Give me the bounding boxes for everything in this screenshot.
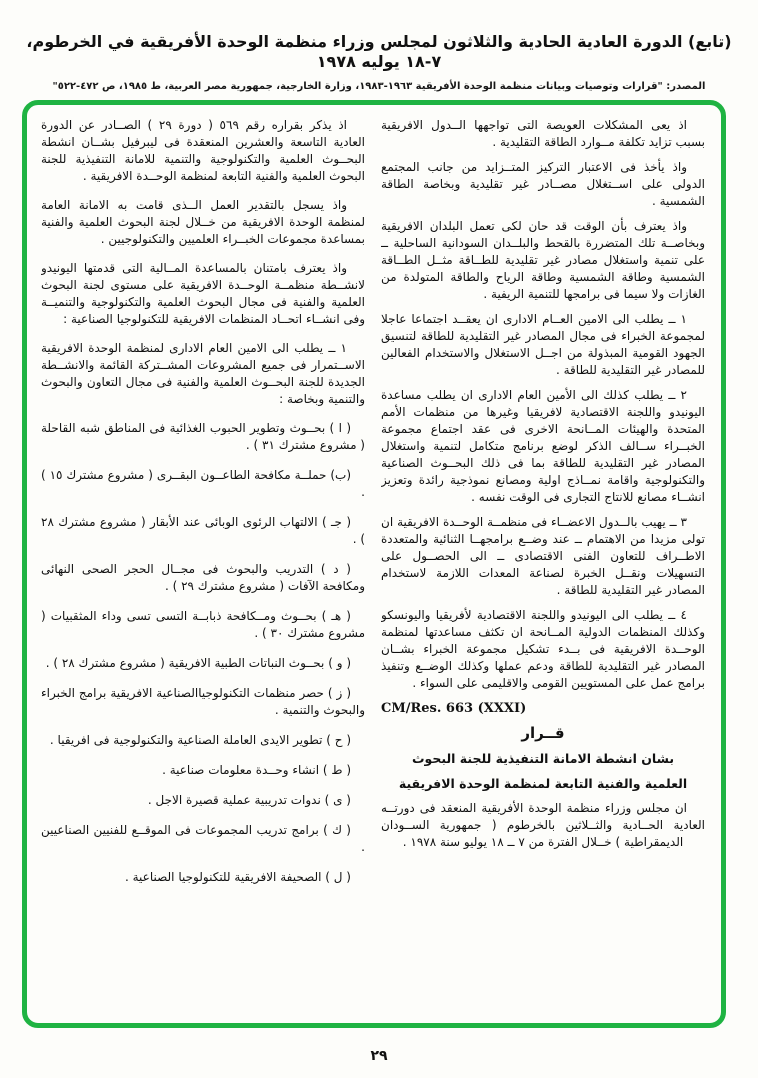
list-item: ( و ) بحــوث النباتات الطبية الافريقية ( مشروع مشترك ٢٨ ) .: [45, 656, 351, 670]
paragraph: ١ ــ يطلب الى الامين العــام الادارى ان يعقــد اجتماعا عاجلا لمجموعة الخبراء فى مجال المصادر غير التقليدية للطاقة لتنسيق الجهود القومية المبذولة من اجــل الاستغلال والاستخدام الفعالين للمصادر غير التقليدية للطاقة .: [381, 312, 705, 377]
paragraph: واذ يأخذ فى الاعتبار التركيز المتــزايد من جانب المجتمع الدولى على اســتغلال مصــادر غير تقليدية وبخاصة الطاقة الشمسية .: [381, 160, 705, 208]
paragraph: ٢ ــ يطلب كذلك الى الأمين العام الادارى ان يطلب مساعدة اليونيدو واللجنة الاقتصادية لافريقيا وغيرها من منظمات الأمم المتحدة والهيئات المــانحة الاخرى فى عقد اجتماع مجموعة الخبــراء ســالف الذكر لوضع برنامج متكامل لتنمية واستغلال المصادر غير التقليدية للطاقة بما فى ذلك البحــوث الصناعية والتكنولوجية واقامة نمــاذج اولية ومصانع نموذجية رائدة وتعزيز انشــاء مصانع للانتاج التجارى فى الوقت نفسه .: [381, 388, 705, 504]
session-title: (تابع) الدورة العادية الحادية والثلاثون لمجلس وزراء منظمة الوحدة الأفريقية في الخرطوم، ٧-١٨ يوليه ١٩٧٨: [26, 32, 732, 71]
list-item: ( ط ) انشاء وحــدة معلومات صناعية .: [162, 763, 351, 777]
list-item: ( ى ) ندوات تدريبية عملية قصيرة الاجل .: [147, 793, 351, 807]
paragraph: ١ ــ يطلب الى الامين العام الادارى لمنظمة الوحدة الافريقية الاســتمرار فى جميع المشروعات المشــتركة القائمة والانشــطة الجديدة للجنة البحــوث العلمية والفنية فى مجال التعاون والبحوث والتنمية وبخاصة :: [41, 341, 365, 406]
page-header: [0, 0, 758, 92]
list-item: ( جـ ) الالتهاب الرئوى الوبائى عند الأبقار ( مشروع مشترك ٢٨ ) .: [41, 515, 365, 546]
decision-subtitle-line1: بشان انشطة الامانة التنفيذية للجنة البحوث: [411, 751, 675, 766]
list-item: ( هـ ) بحــوث ومــكافحة ذبابــة التسى تسى وداء المثقبيات ( مشروع مشترك ٣٠ ) .: [41, 609, 365, 640]
list-item: (ب) حملــة مكافحة الطاعــون البقــرى ( مشروع مشترك ١٥ ) .: [41, 468, 365, 499]
list-item: ( د ) التدريب والبحوث فى مجــال الحجر الصحى النهائى ومكافحة الآفات ( مشروع مشترك ٢٩ ) .: [41, 562, 365, 593]
left-column: [41, 117, 365, 1015]
resolution-reference: CM/Res. 663 (XXXI): [381, 701, 527, 716]
decision-title: قــرار: [521, 724, 565, 742]
list-item: ( ز ) حصر منظمات التكنولوجياالصناعية الافريقية برامج الخبراء والبحوث والتنمية .: [41, 686, 365, 717]
list-item: ( ا ) بحــوث وتطوير الحبوب الغذائية فى المناطق شبه القاحلة ( مشروع مشترك ٣١ ) .: [41, 421, 365, 452]
list-item: ( ك ) برامج تدريب المجموعات فى الموقــع للفنيين الصناعيين .: [41, 823, 365, 854]
paragraph: واذ يسجل بالتقدير العمل الــذى قامت به الامانة العامة لمنظمة الوحدة الافريقية من خــلال لجنة البحوث العلمية والفنية بمساعدة مجموعات الخبــراء العلميين والتكنولوجيين .: [41, 198, 365, 246]
paragraph: اذ يذكر بقراره رقم ٥٦٩ ( دورة ٢٩ ) الصــادر عن الدورة العادية التاسعة والعشرين المنعقدة فى ليبرفيل بشــان انشطة البحــوث العلمية والتكنولوجية والتنمية للامانة التنفيذية للجنة البحوث العلمية والفنية التابعة لمنظمة الوحــدة الافريقية .: [41, 118, 365, 183]
content-frame: [22, 100, 726, 1028]
paragraph: واذ يعترف بامتنان بالمساعدة المــالية التى قدمتها اليونيدو لانشــطة منظمــة الوحــدة الافريقية على مستوى لجنة البحوث العلمية والفنية فى مجال البحوث العلمية والتكنولوجية والتنميــة وفى انشــاء اتحــاد المنظمات الافريقية للتكنولوجيا الصناعية :: [41, 261, 365, 326]
right-column: [381, 117, 705, 1015]
page-number: ٢٩: [370, 1048, 388, 1064]
source-citation: المصدر: "قرارات وتوصيات وبيانات منظمة الوحدة الأفريقية ١٩٦٣-١٩٨٣، وزارة الخارجية، جمهورية مصر العربية، ط ١٩٨٥، ص ٤٧٢-٥٢٢": [52, 81, 706, 92]
paragraph: ٤ ــ يطلب الى اليونيدو واللجنة الاقتصادية لأفريقيا واليونسكو وكذلك المنظمات الدولية المــانحة ان تكثف مساعدتها لمنظمة الوحــدة الافريقية فى بــدء تشكيل مجموعة الخبراء بشــان المصادر غير التقليدية للطاقة ودعم عملها وكذلك الوضــع وتنفيذ برامج عمل على المستويين القومى والاقليمى على السواء .: [381, 608, 705, 690]
closing-paragraph: ان مجلس وزراء منظمة الوحدة الأفريقية المنعقد فى دورتــه العادية الحــادية والثــلاثين بالخرطوم ( جمهورية الســودان الديمقراطية ) خــلال الفترة من ٧ ــ ١٨ يوليو سنة ١٩٧٨ .: [381, 801, 705, 849]
paragraph: واذ يعترف بأن الوقت قد حان لكى تعمل البلدان الافريقية وبخاصــة تلك المتضررة بالقحط والبلــدان السودانية الساحلية ــ على تنمية واستغلال مصادر غير تقليدية للطــاقة مثــل الطــاقة الشمسية وطاقة الشمسية وطاقة الرياح والطاقة المتولدة من الغازات ولا سيما فى برامجها للتنمية الريفية .: [381, 219, 705, 301]
list-item: ( ل ) الصحيفة الافريقية للتكنولوجيا الصناعية .: [124, 870, 351, 884]
paragraph: اذ يعى المشكلات العويصة التى تواجهها الــدول الافريقية بسبب تزايد تكلفة مــوارد الطاقة التقليدية .: [381, 118, 705, 149]
list-item: ( ح ) تطوير الايدى العاملة الصناعية والتكنولوجية فى افريقيا .: [49, 733, 351, 747]
paragraph: ٣ ــ يهيب بالــدول الاعضــاء فى منظمــة الوحــدة الافريقية ان تولى مزيدا من الاهتمام ــ عند وضــع برامجهــا الثنائية والمتعددة الاطــراف للتعاون الفنى الاقتصادى ــ الى الحصــول على التسهيلات ونقــل الخبرة لصناعة المعدات اللازمة لاستخدام المصادر غير التقليدية للطاقة .: [381, 515, 705, 597]
two-column-layout: [27, 105, 721, 1023]
decision-subtitle-line2: العلمية والفنية التابعة لمنظمة الوحدة الافريقية: [398, 776, 688, 791]
